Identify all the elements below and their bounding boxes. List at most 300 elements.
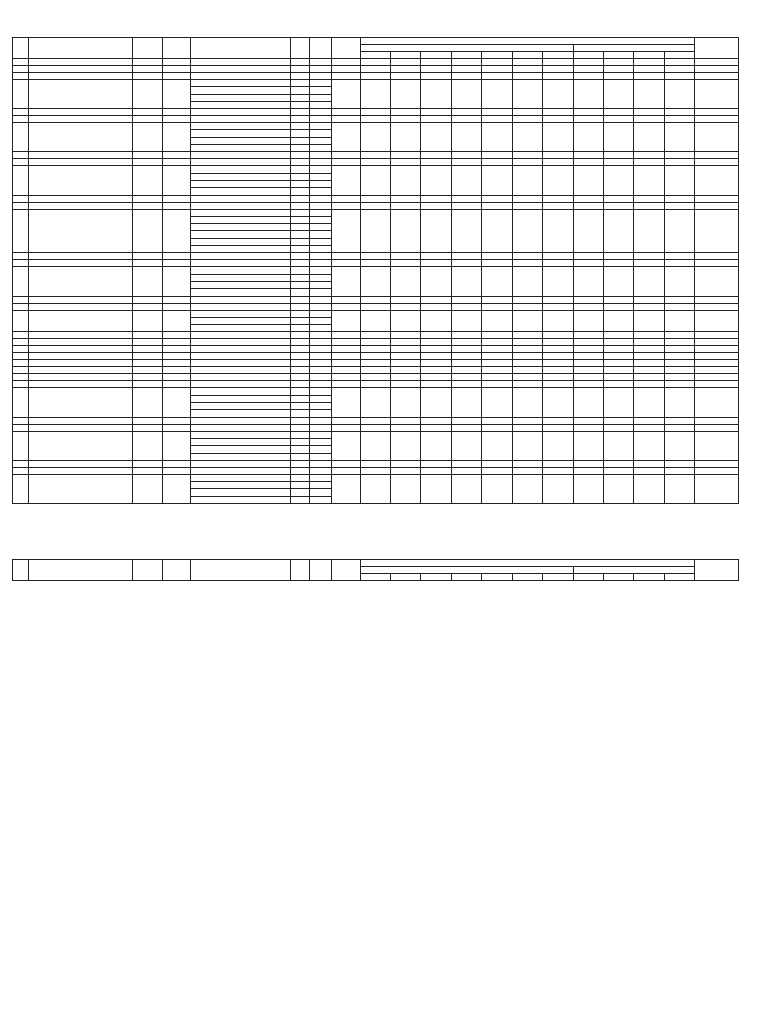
- empty-cell: [391, 374, 421, 381]
- empty-cell: [360, 260, 390, 267]
- empty-cell: [13, 374, 29, 381]
- empty-cell: [290, 296, 309, 303]
- month-deposit: [391, 209, 421, 253]
- empty-cell: [695, 367, 739, 374]
- empty-cell: [290, 260, 309, 267]
- month-deposit: [482, 80, 512, 109]
- header-year-2023: [573, 567, 695, 574]
- empty-cell: [332, 417, 360, 424]
- item-unit: [310, 482, 332, 489]
- empty-cell: [163, 332, 191, 339]
- empty-cell: [603, 367, 633, 374]
- empty-cell: [332, 116, 360, 123]
- empty-cell: [391, 66, 421, 73]
- empty-cell: [512, 296, 542, 303]
- empty-cell: [13, 339, 29, 346]
- item-name: [191, 453, 290, 460]
- empty-cell: [603, 59, 633, 66]
- header-month: [603, 574, 633, 581]
- item-qty: [290, 431, 309, 438]
- empty-cell: [451, 195, 481, 202]
- empty-cell: [391, 417, 421, 424]
- empty-cell: [290, 367, 309, 374]
- month-deposit: [391, 80, 421, 109]
- empty-cell: [360, 109, 390, 116]
- empty-cell: [543, 381, 573, 388]
- empty-cell: [310, 195, 332, 202]
- month-deposit: [543, 166, 573, 195]
- total-amount: [695, 123, 739, 152]
- empty-cell: [332, 332, 360, 339]
- empty-cell: [132, 381, 162, 388]
- empty-cell: [132, 417, 162, 424]
- item-unit: [310, 267, 332, 274]
- empty-cell: [512, 109, 542, 116]
- empty-cell: [391, 381, 421, 388]
- header-month: [603, 52, 633, 59]
- month-deposit: [634, 310, 664, 332]
- empty-cell: [695, 59, 739, 66]
- item-name: [191, 281, 290, 288]
- empty-cell: [482, 381, 512, 388]
- empty-cell: [290, 116, 309, 123]
- total-amount: [695, 388, 739, 417]
- empty-cell: [290, 339, 309, 346]
- header-month: [360, 52, 390, 59]
- month-deposit: [512, 388, 542, 417]
- empty-cell: [573, 303, 603, 310]
- empty-cell: [163, 339, 191, 346]
- empty-cell: [482, 460, 512, 467]
- month-deposit: [421, 80, 451, 109]
- empty-cell: [421, 460, 451, 467]
- month-deposit: [391, 166, 421, 195]
- empty-cell: [290, 346, 309, 353]
- item-name: [191, 101, 290, 108]
- empty-cell: [360, 460, 390, 467]
- empty-cell: [29, 152, 132, 159]
- empty-cell: [132, 424, 162, 431]
- month-deposit: [451, 267, 481, 296]
- month-deposit: [603, 123, 633, 152]
- item-unit: [310, 410, 332, 417]
- empty-cell: [573, 202, 603, 209]
- month-deposit: [512, 209, 542, 253]
- month-deposit: [634, 209, 664, 253]
- item-unit: [310, 145, 332, 152]
- empty-cell: [482, 253, 512, 260]
- empty-cell: [664, 339, 694, 346]
- empty-cell: [360, 424, 390, 431]
- empty-cell: [13, 381, 29, 388]
- empty-cell: [664, 353, 694, 360]
- empty-cell: [163, 195, 191, 202]
- header-month: [391, 574, 421, 581]
- header-jumlah: [695, 38, 739, 59]
- empty-cell: [191, 424, 290, 431]
- empty-cell: [512, 374, 542, 381]
- total-amount: [695, 474, 739, 503]
- item-unit: [310, 209, 332, 216]
- empty-cell: [29, 195, 132, 202]
- empty-cell: [664, 152, 694, 159]
- month-deposit: [421, 166, 451, 195]
- month-deposit: [664, 166, 694, 195]
- empty-cell: [664, 417, 694, 424]
- empty-cell: [391, 202, 421, 209]
- item-unit: [310, 489, 332, 496]
- empty-cell: [163, 417, 191, 424]
- empty-cell: [310, 417, 332, 424]
- empty-cell: [573, 159, 603, 166]
- empty-cell: [391, 116, 421, 123]
- empty-cell: [310, 116, 332, 123]
- empty-cell: [573, 73, 603, 80]
- item-name: [191, 87, 290, 94]
- section-label: [29, 374, 132, 381]
- item-unit: [310, 188, 332, 195]
- monthly-deposit: [332, 80, 360, 109]
- header-no: [13, 560, 29, 581]
- month-deposit: [543, 267, 573, 296]
- item-qty: [290, 123, 309, 130]
- empty-cell: [360, 202, 390, 209]
- row-number: [13, 310, 29, 332]
- empty-cell: [573, 116, 603, 123]
- empty-cell: [421, 417, 451, 424]
- empty-cell: [664, 202, 694, 209]
- item-name: [191, 446, 290, 453]
- empty-cell: [573, 152, 603, 159]
- empty-cell: [512, 303, 542, 310]
- empty-cell: [451, 381, 481, 388]
- empty-cell: [191, 253, 290, 260]
- item-qty: [290, 80, 309, 87]
- empty-cell: [512, 467, 542, 474]
- empty-cell: [603, 467, 633, 474]
- package-count: [163, 209, 191, 253]
- month-deposit: [634, 166, 664, 195]
- package-count: [163, 431, 191, 460]
- item-unit: [310, 130, 332, 137]
- monthly-deposit: [332, 474, 360, 503]
- month-deposit: [603, 310, 633, 332]
- table-row: [13, 388, 739, 395]
- empty-cell: [543, 109, 573, 116]
- table-row: [13, 267, 739, 274]
- empty-cell: [310, 253, 332, 260]
- monthly-deposit: [332, 388, 360, 417]
- empty-cell: [634, 360, 664, 367]
- empty-cell: [664, 374, 694, 381]
- empty-cell: [191, 303, 290, 310]
- item-name: [191, 482, 290, 489]
- empty-cell: [634, 339, 664, 346]
- empty-cell: [482, 353, 512, 360]
- item-unit: [310, 87, 332, 94]
- month-deposit: [421, 267, 451, 296]
- empty-cell: [290, 59, 309, 66]
- month-deposit: [664, 80, 694, 109]
- item-qty: [290, 180, 309, 187]
- empty-cell: [543, 253, 573, 260]
- empty-cell: [290, 374, 309, 381]
- empty-cell: [132, 303, 162, 310]
- empty-cell: [482, 417, 512, 424]
- empty-cell: [310, 346, 332, 353]
- header-year-2022: [360, 567, 573, 574]
- item-qty: [290, 130, 309, 137]
- header-sat: [310, 38, 332, 59]
- item-qty: [290, 101, 309, 108]
- empty-cell: [634, 467, 664, 474]
- empty-cell: [310, 424, 332, 431]
- header-no: [13, 38, 29, 59]
- item-unit: [310, 224, 332, 231]
- table-row: [13, 431, 739, 438]
- header-qty: [290, 560, 309, 581]
- empty-cell: [360, 152, 390, 159]
- item-qty: [290, 496, 309, 503]
- empty-cell: [360, 332, 390, 339]
- empty-cell: [13, 116, 29, 123]
- empty-cell: [573, 346, 603, 353]
- month-deposit: [451, 209, 481, 253]
- empty-cell: [290, 353, 309, 360]
- total-amount: [695, 310, 739, 332]
- empty-cell: [421, 260, 451, 267]
- package-count: [163, 123, 191, 152]
- package-type: [132, 310, 162, 332]
- empty-cell: [451, 339, 481, 346]
- savings-table-page-1: [12, 37, 739, 504]
- empty-cell: [573, 339, 603, 346]
- month-deposit: [451, 388, 481, 417]
- month-deposit: [360, 166, 390, 195]
- item-qty: [290, 231, 309, 238]
- empty-cell: [310, 66, 332, 73]
- empty-cell: [512, 116, 542, 123]
- header-paket: [132, 38, 162, 59]
- empty-cell: [451, 59, 481, 66]
- empty-cell: [664, 467, 694, 474]
- empty-cell: [695, 296, 739, 303]
- empty-cell: [360, 360, 390, 367]
- empty-cell: [310, 59, 332, 66]
- empty-cell: [573, 360, 603, 367]
- empty-cell: [332, 424, 360, 431]
- empty-cell: [482, 339, 512, 346]
- month-deposit: [664, 474, 694, 503]
- empty-cell: [191, 332, 290, 339]
- empty-cell: [132, 73, 162, 80]
- empty-cell: [360, 374, 390, 381]
- header-year-2023: [573, 45, 695, 52]
- empty-cell: [163, 346, 191, 353]
- month-deposit: [482, 166, 512, 195]
- empty-cell: [391, 339, 421, 346]
- empty-cell: [664, 303, 694, 310]
- month-deposit: [573, 474, 603, 503]
- empty-cell: [13, 467, 29, 474]
- month-deposit: [360, 123, 390, 152]
- empty-row: [13, 303, 739, 310]
- empty-cell: [191, 152, 290, 159]
- empty-cell: [191, 195, 290, 202]
- empty-cell: [163, 367, 191, 374]
- month-deposit: [512, 310, 542, 332]
- item-name: [191, 325, 290, 332]
- empty-cell: [695, 260, 739, 267]
- empty-cell: [332, 367, 360, 374]
- empty-cell: [391, 467, 421, 474]
- empty-cell: [512, 260, 542, 267]
- empty-cell: [512, 346, 542, 353]
- empty-cell: [13, 260, 29, 267]
- empty-cell: [360, 73, 390, 80]
- empty-cell: [163, 353, 191, 360]
- empty-cell: [421, 109, 451, 116]
- empty-cell: [29, 73, 132, 80]
- month-deposit: [634, 80, 664, 109]
- empty-cell: [332, 360, 360, 367]
- empty-cell: [163, 152, 191, 159]
- empty-cell: [132, 159, 162, 166]
- empty-cell: [29, 467, 132, 474]
- empty-cell: [29, 460, 132, 467]
- empty-cell: [451, 296, 481, 303]
- empty-cell: [13, 195, 29, 202]
- empty-cell: [512, 381, 542, 388]
- header-month: [634, 574, 664, 581]
- empty-cell: [664, 59, 694, 66]
- empty-row: [13, 59, 739, 66]
- month-deposit: [573, 267, 603, 296]
- row-number: [13, 80, 29, 109]
- empty-cell: [290, 202, 309, 209]
- empty-cell: [310, 353, 332, 360]
- empty-cell: [451, 253, 481, 260]
- empty-cell: [290, 467, 309, 474]
- month-deposit: [512, 474, 542, 503]
- empty-cell: [332, 159, 360, 166]
- empty-cell: [512, 367, 542, 374]
- empty-cell: [29, 303, 132, 310]
- empty-cell: [132, 296, 162, 303]
- empty-cell: [332, 303, 360, 310]
- empty-cell: [13, 424, 29, 431]
- month-deposit: [664, 267, 694, 296]
- empty-cell: [332, 195, 360, 202]
- empty-cell: [191, 296, 290, 303]
- empty-cell: [603, 202, 633, 209]
- empty-cell: [603, 460, 633, 467]
- empty-cell: [191, 467, 290, 474]
- empty-cell: [332, 296, 360, 303]
- empty-cell: [664, 66, 694, 73]
- empty-cell: [310, 339, 332, 346]
- month-deposit: [391, 123, 421, 152]
- empty-cell: [451, 460, 481, 467]
- empty-cell: [603, 159, 633, 166]
- month-deposit: [391, 431, 421, 460]
- item-name: [191, 145, 290, 152]
- item-name: [191, 80, 290, 87]
- row-number: [13, 166, 29, 195]
- empty-cell: [603, 66, 633, 73]
- empty-cell: [664, 424, 694, 431]
- empty-cell: [482, 109, 512, 116]
- empty-cell: [451, 367, 481, 374]
- empty-cell: [163, 202, 191, 209]
- empty-cell: [695, 346, 739, 353]
- item-qty: [290, 403, 309, 410]
- empty-cell: [421, 195, 451, 202]
- month-deposit: [482, 474, 512, 503]
- item-unit: [310, 310, 332, 317]
- empty-cell: [543, 467, 573, 474]
- empty-cell: [451, 332, 481, 339]
- participant-name: [29, 310, 132, 332]
- empty-cell: [695, 66, 739, 73]
- empty-cell: [543, 460, 573, 467]
- empty-cell: [664, 195, 694, 202]
- item-qty: [290, 274, 309, 281]
- empty-cell: [634, 253, 664, 260]
- month-deposit: [391, 474, 421, 503]
- empty-row: [13, 152, 739, 159]
- empty-cell: [664, 346, 694, 353]
- empty-cell: [163, 303, 191, 310]
- empty-cell: [603, 417, 633, 424]
- empty-cell: [543, 417, 573, 424]
- package-count: [163, 474, 191, 503]
- empty-cell: [543, 303, 573, 310]
- empty-cell: [191, 367, 290, 374]
- empty-cell: [421, 467, 451, 474]
- empty-cell: [29, 260, 132, 267]
- item-name: [191, 188, 290, 195]
- empty-cell: [29, 59, 132, 66]
- month-deposit: [391, 388, 421, 417]
- empty-cell: [421, 253, 451, 260]
- item-qty: [290, 482, 309, 489]
- empty-cell: [360, 367, 390, 374]
- empty-cell: [664, 109, 694, 116]
- empty-row: [13, 353, 739, 360]
- month-deposit: [421, 431, 451, 460]
- empty-cell: [191, 353, 290, 360]
- empty-cell: [512, 59, 542, 66]
- empty-cell: [163, 253, 191, 260]
- empty-cell: [512, 339, 542, 346]
- month-deposit: [603, 209, 633, 253]
- empty-cell: [634, 116, 664, 123]
- empty-cell: [310, 360, 332, 367]
- empty-cell: [421, 159, 451, 166]
- empty-cell: [634, 346, 664, 353]
- empty-cell: [695, 417, 739, 424]
- empty-cell: [695, 109, 739, 116]
- item-qty: [290, 238, 309, 245]
- month-deposit: [634, 474, 664, 503]
- empty-cell: [310, 260, 332, 267]
- empty-cell: [290, 159, 309, 166]
- empty-cell: [482, 116, 512, 123]
- empty-row: [13, 460, 739, 467]
- package-type: [132, 80, 162, 109]
- empty-cell: [29, 339, 132, 346]
